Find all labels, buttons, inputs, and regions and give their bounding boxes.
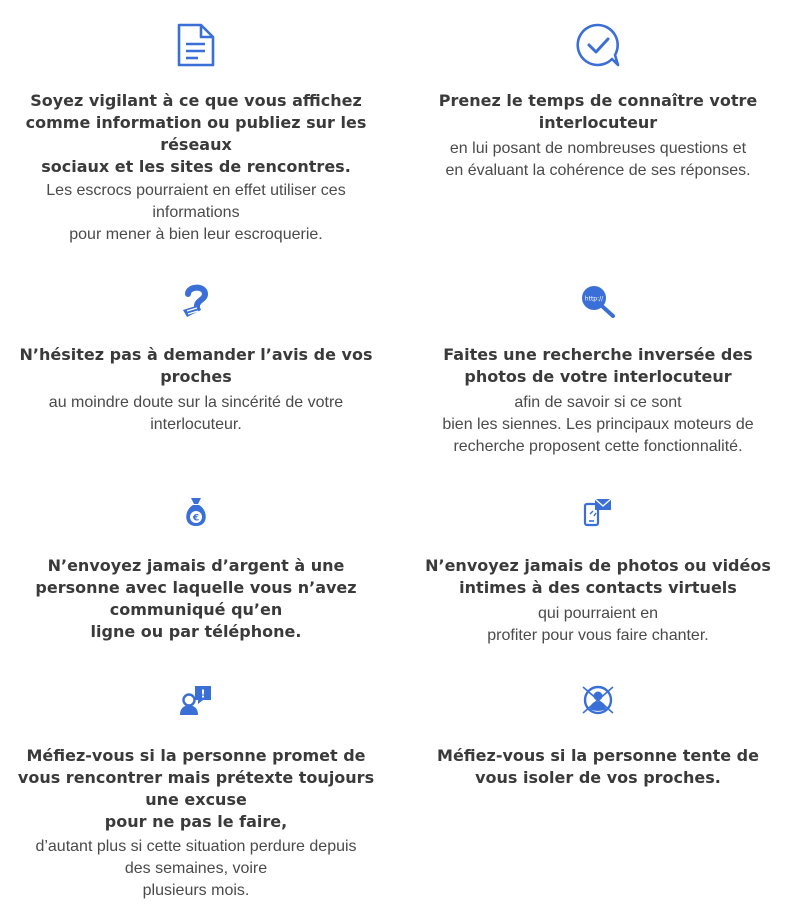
tip-description: au moindre doute sur la sincérité de votre interlocuteur.: [48, 394, 344, 433]
http-label: http://: [584, 295, 604, 303]
checkmark-chat-icon: [574, 22, 622, 68]
tip-description: qui pourraient en profiter pour vous faire chanter.: [487, 605, 709, 644]
tip-title: N’envoyez jamais de photos ou vidéos intimes à des contacts virtuels: [425, 556, 771, 597]
tip-title: Faites une recherche inversée des photos de votre interlocuteur: [443, 345, 753, 386]
phone-mail-icon: [583, 497, 613, 527]
money-bag-icon: [182, 496, 210, 528]
alert-label: !: [200, 687, 206, 701]
tip-title: Méfiez-vous si la personne promet de vous rencontrer mais prétexte toujours une excuse pour ne pas le faire,: [17, 746, 375, 831]
tip-description: Les escrocs pourraient en effet utiliser ces informations pour mener à bien leur escroquerie.: [46, 182, 346, 243]
tip-description: en lui posant de nombreuses questions et en évaluant la cohérence de ses réponses.: [445, 140, 751, 179]
euro-label: €: [192, 513, 200, 524]
tip-title: N’envoyez jamais d’argent à une personne avec laquelle vous n’avez communiqué qu’en ligne ou par téléphone.: [35, 556, 357, 641]
tip-title: Méfiez-vous si la personne tente de vous isoler de vos proches.: [437, 746, 759, 787]
tip-title: Prenez le temps de connaître votre interlocuteur: [438, 91, 758, 132]
person-alert-icon: [179, 684, 213, 716]
tip-description: afin de savoir si ce sont bien les siennes. Les principaux moteurs de recherche proposent cette fonctionnalité.: [442, 394, 754, 455]
http-search-icon: [580, 284, 616, 318]
tip-description: d’autant plus si cette situation perdure depuis des semaines, voire plusieurs mois.: [35, 838, 357, 899]
isolated-person-icon: [581, 684, 615, 716]
document-icon: [176, 22, 216, 68]
tip-title: Soyez vigilant à ce que vous affichez comme information ou publiez sur les réseaux sociaux et les sites de rencontres.: [25, 91, 367, 176]
tip-title: N’hésitez pas à demander l’avis de vos proches: [19, 345, 373, 386]
question-hand-icon: [179, 283, 213, 319]
